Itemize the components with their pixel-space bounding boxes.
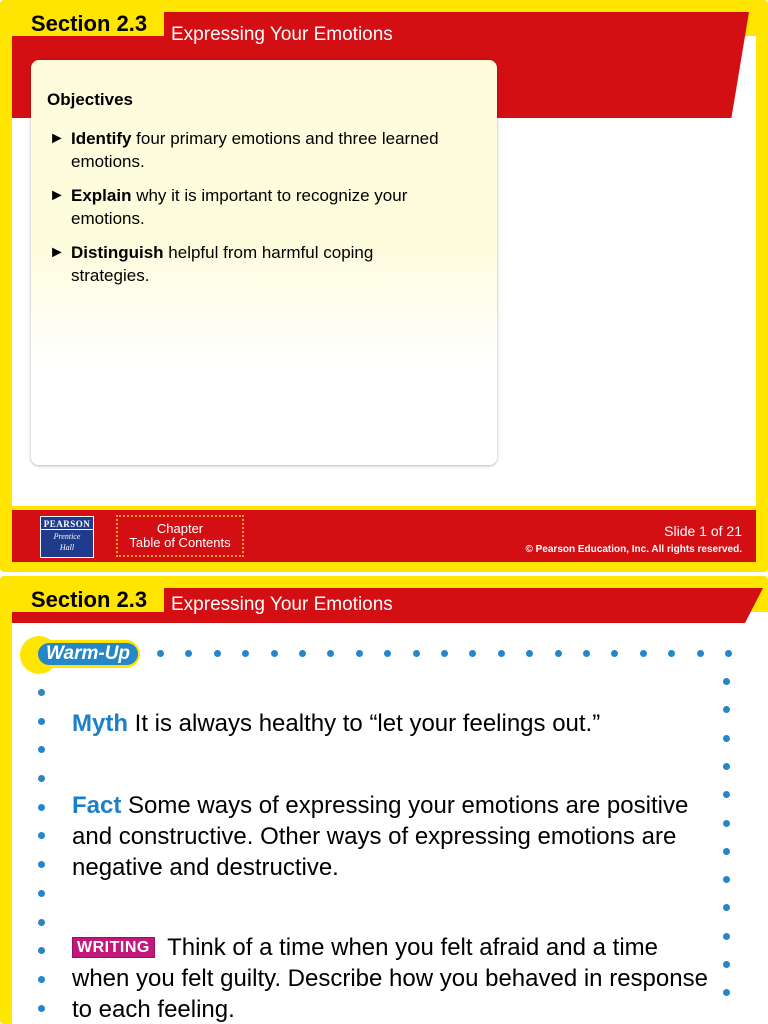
objective-verb: Explain — [71, 186, 132, 205]
border-dot — [38, 976, 45, 983]
border-dot — [38, 919, 45, 926]
border-dot — [555, 650, 562, 657]
arrow-bullet-icon: ► — [49, 244, 65, 261]
writing-tag-icon: WRITING — [72, 937, 155, 958]
border-dot — [697, 650, 704, 657]
border-dot — [242, 650, 249, 657]
border-dot — [413, 650, 420, 657]
logo-text: Prentice — [53, 532, 81, 541]
border-dot — [38, 861, 45, 868]
border-dot — [583, 650, 590, 657]
objective-verb: Distinguish — [71, 243, 164, 262]
border-dot — [38, 1005, 45, 1012]
border-dot — [38, 746, 45, 753]
slide-number: Slide 1 of 21 — [664, 523, 742, 539]
writing-paragraph — [72, 932, 712, 1024]
border-dot — [526, 650, 533, 657]
border-dot — [38, 804, 45, 811]
slide-warmup — [0, 576, 768, 1024]
warm-up-badge — [20, 636, 142, 672]
border-dot — [723, 933, 730, 940]
objectives-panel — [31, 60, 497, 465]
border-dot — [38, 832, 45, 839]
toc-label: Chapter — [156, 521, 204, 536]
footer-bar — [12, 510, 756, 562]
border-dot — [38, 718, 45, 725]
objective-text: four primary emotions and three learned emotions. — [71, 129, 439, 171]
border-dot — [157, 650, 164, 657]
myth-paragraph — [72, 708, 712, 739]
border-dot — [384, 650, 391, 657]
border-dot — [611, 650, 618, 657]
myth-label: Myth — [72, 710, 128, 737]
border-dot — [723, 678, 730, 685]
border-dot — [723, 763, 730, 770]
border-dot — [723, 904, 730, 911]
toc-label: Table of Contents — [129, 535, 231, 550]
border-dot — [723, 848, 730, 855]
border-dot — [38, 689, 45, 696]
border-dot — [668, 650, 675, 657]
objective-text: helpful from harmful coping strategies. — [71, 243, 374, 285]
fact-label: Fact — [72, 792, 122, 819]
border-dot — [723, 820, 730, 827]
logo-text: Hall — [59, 543, 75, 552]
border-dot — [725, 650, 732, 657]
border-dot — [723, 735, 730, 742]
chapter-toc-button[interactable] — [116, 515, 244, 557]
border-dot — [723, 706, 730, 713]
pearson-prentice-hall-logo — [40, 516, 94, 558]
border-dot — [38, 775, 45, 782]
copyright-notice: © Pearson Education, Inc. All rights reserved. — [525, 544, 742, 555]
objective-verb: Identify — [71, 129, 132, 148]
section-title: Expressing Your Emotions — [171, 594, 393, 615]
header-bar-left — [12, 612, 172, 623]
border-dot — [327, 650, 334, 657]
section-tab — [14, 586, 164, 612]
border-dot — [441, 650, 448, 657]
border-dot — [723, 961, 730, 968]
section-label: Section 2.3 — [30, 11, 148, 36]
border-dot — [723, 791, 730, 798]
border-dot — [271, 650, 278, 657]
objective-item — [49, 127, 449, 173]
arrow-bullet-icon: ► — [49, 130, 65, 147]
border-dot — [38, 890, 45, 897]
fact-paragraph — [72, 790, 712, 883]
section-label: Section 2.3 — [30, 587, 148, 612]
border-dot — [299, 650, 306, 657]
arrow-bullet-icon: ► — [49, 187, 65, 204]
border-dot — [185, 650, 192, 657]
section-tab — [14, 10, 164, 36]
warm-up-label: Warm-Up — [38, 643, 138, 665]
border-dot — [356, 650, 363, 657]
border-dot — [723, 876, 730, 883]
border-dot — [214, 650, 221, 657]
objective-text: why it is important to recognize your emotions. — [71, 186, 408, 228]
border-dot — [498, 650, 505, 657]
border-dot — [640, 650, 647, 657]
objectives-heading: Objectives — [47, 90, 133, 109]
objective-item — [49, 241, 449, 287]
myth-text: It is always healthy to “let your feelings out.” — [128, 710, 601, 737]
section-title: Expressing Your Emotions — [171, 24, 393, 45]
border-dot — [723, 989, 730, 996]
border-dot — [38, 947, 45, 954]
fact-text: Some ways of expressing your emotions are positive and constructive. Other ways of expressing emotions are negative and destructive. — [72, 792, 689, 881]
logo-text: PEARSON — [41, 519, 93, 530]
border-dot — [469, 650, 476, 657]
objective-item — [49, 184, 449, 230]
writing-text: Think of a time when you felt afraid and a time when you felt guilty. Describe how you behaved in response to each feeling. — [72, 934, 708, 1023]
